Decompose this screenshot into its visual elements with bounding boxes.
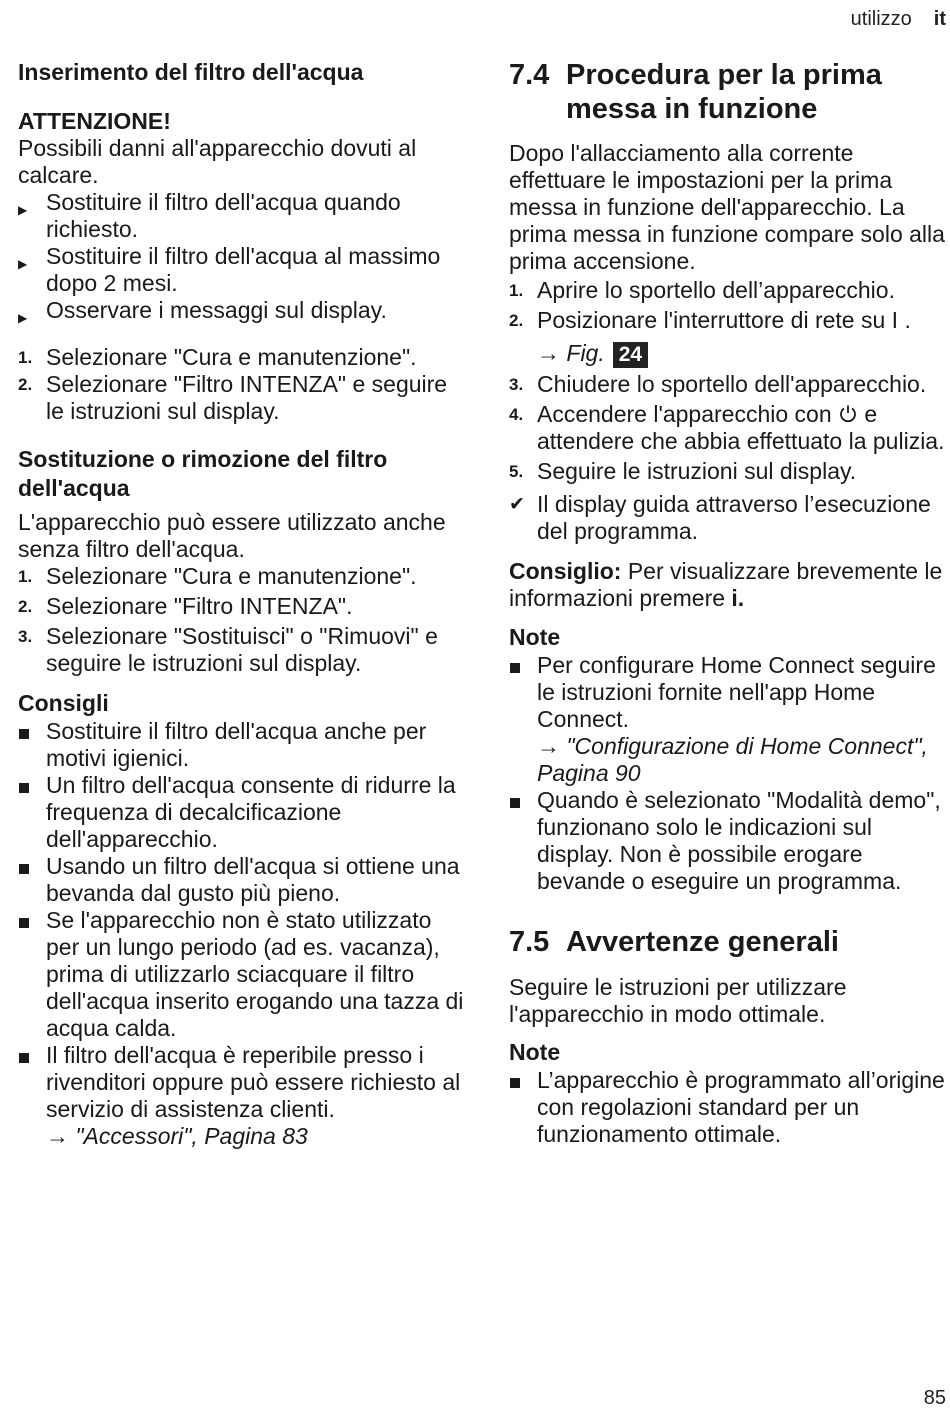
figure-reference[interactable]: → Fig. 24	[537, 340, 648, 368]
list-item: 5. Seguire le istruzioni sul display.	[509, 458, 857, 484]
general-intro: Seguire le istruzioni per utilizzare l'apparecchio in modo ottimale.	[509, 974, 847, 1027]
filter-insert-heading: Inserimento del filtro dell'acqua	[18, 59, 364, 85]
tip-paragraph: Consiglio: Per visualizzare brevemente le informazioni premere i.	[509, 558, 943, 611]
square-bullet-icon	[19, 1053, 29, 1063]
language-code: it	[933, 8, 946, 30]
list-item: Usando un filtro dell'acqua si ottiene una bevanda dal gusto più pieno.	[18, 853, 468, 907]
triangle-bullet-icon: ▶	[18, 203, 28, 217]
list-item: Per configurare Home Connect seguire le istruzioni fornite nell'app Home Connect. → "Configurazione di Home Connect", Pagina 90	[509, 652, 947, 787]
square-bullet-icon	[510, 1078, 520, 1088]
list-item: L’apparecchio è programmato all’origine con regolazioni standard per un funzionamento ottimale.	[509, 1067, 947, 1148]
check-icon: ✔	[509, 494, 525, 515]
list-item: 1. Selezionare "Cura e manutenzione".	[18, 344, 417, 370]
section-name: utilizzo	[850, 8, 912, 30]
warning-text: Possibili danni all'apparecchio dovuti al calcare.	[18, 135, 417, 188]
tips-list	[18, 718, 468, 1150]
list-item: Se l'apparecchio non è stato utilizzato per un lungo periodo (ad es. vacanza), prima di utilizzarlo sciacquare il filtro dell'acqua inserito erogando una tazza di acqua calda.	[18, 907, 468, 1042]
list-item: 2. Selezionare "Filtro INTENZA".	[18, 593, 353, 619]
list-item: Sostituire il filtro dell'acqua anche per motivi igienici.	[18, 718, 468, 772]
first-use-steps	[509, 277, 947, 545]
list-item: 1. Aprire lo sportello dell’apparecchio.	[509, 277, 895, 303]
home-connect-link[interactable]: → "Configurazione di Home Connect", Pagina 90	[537, 733, 928, 786]
power-icon	[838, 404, 858, 424]
list-item: ▶ Sostituire il filtro dell'acqua quando richiesto.	[18, 189, 401, 242]
square-bullet-icon	[19, 729, 29, 739]
list-item: 2. Posizionare l'interruttore di rete su I . → Fig. 24	[509, 307, 911, 366]
list-item: ▶ Osservare i messaggi sul display.	[18, 297, 468, 324]
section-heading-7-4: 7.4 Procedura per la prima messa in funzione	[509, 59, 882, 125]
list-item: 3. Chiudere lo sportello dell'apparecchio.	[509, 371, 927, 397]
note-heading: Note	[509, 1039, 561, 1065]
list-item: ✔ Il display guida attraverso l’esecuzione del programma.	[509, 491, 931, 544]
figure-number-badge: 24	[613, 342, 648, 368]
square-bullet-icon	[510, 798, 520, 808]
accessories-link[interactable]: → "Accessori", Pagina 83	[46, 1123, 308, 1149]
list-item: Quando è selezionato "Modalità demo", funzionano solo le indicazioni sul display. Non è possibile erogare bevande o eseguire un programma.	[509, 787, 947, 895]
filter-replace-heading: Sostituzione o rimozione del filtro dell'acqua	[18, 446, 388, 501]
square-bullet-icon	[19, 783, 29, 793]
section-heading-7-5: 7.5 Avvertenze generali	[509, 926, 839, 958]
first-use-intro: Dopo l'allacciamento alla corrente effettuare le impostazioni per la prima messa in funzione dell'apparecchio. La prima messa in funzione compare solo alla prima accensione.	[509, 140, 945, 274]
replace-steps	[18, 563, 468, 677]
square-bullet-icon	[19, 918, 29, 928]
warning-list	[18, 189, 468, 324]
triangle-bullet-icon: ▶	[18, 257, 28, 271]
info-symbol: i.	[731, 585, 745, 611]
note-heading: Note	[509, 624, 561, 650]
general-note-list	[509, 1067, 947, 1148]
page-number: 85	[923, 1387, 946, 1409]
list-item: 4. Accendere l'apparecchio con e attendere che abbia effettuato la pulizia.	[509, 401, 945, 454]
square-bullet-icon	[19, 864, 29, 874]
right-column	[509, 54, 947, 1148]
left-column	[18, 54, 468, 1150]
list-item: Il filtro dell'acqua è reperibile presso i rivenditori oppure può essere richiesto al servizio di assistenza clienti. → "Accessori", Pagina 83	[18, 1042, 468, 1150]
filter-replace-intro: L'apparecchio può essere utilizzato anche senza filtro dell'acqua.	[18, 509, 446, 562]
tips-heading: Consigli	[18, 690, 109, 716]
list-item: 2. Selezionare "Filtro INTENZA" e seguire le istruzioni sul display.	[18, 371, 448, 424]
insert-steps	[18, 344, 468, 425]
list-item: ▶ Sostituire il filtro dell'acqua al massimo dopo 2 mesi.	[18, 243, 441, 296]
square-bullet-icon	[510, 663, 520, 673]
warning-title: ATTENZIONE!	[18, 108, 171, 134]
list-item: 1. Selezionare "Cura e manutenzione".	[18, 563, 417, 589]
triangle-bullet-icon: ▶	[18, 311, 28, 325]
note-list	[509, 652, 947, 895]
list-item: 3. Selezionare "Sostituisci" o "Rimuovi" e seguire le istruzioni sul display.	[18, 623, 438, 676]
running-header	[851, 8, 950, 31]
list-item: Un filtro dell'acqua consente di ridurre la frequenza di decalcificazione dell'apparecchio.	[18, 772, 468, 853]
